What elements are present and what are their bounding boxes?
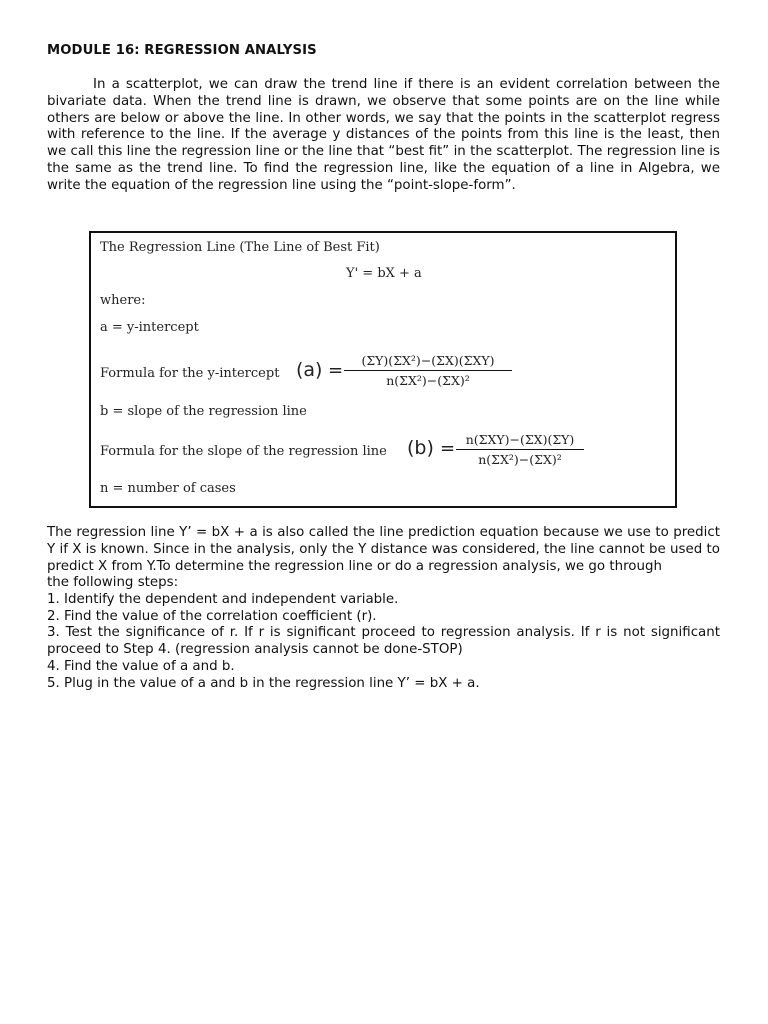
regression-formula-box	[89, 231, 677, 508]
a-denominator: n(ΣX²)−(ΣX)²	[386, 373, 470, 388]
step-item: 2. Find the value of the correlation coefficient (r).	[47, 608, 377, 624]
step-item: 4. Find the value of a and b.	[47, 658, 235, 674]
steps-list	[47, 592, 720, 692]
regression-equation: Y' = bX + a	[346, 266, 422, 281]
module-title: MODULE 16: REGRESSION ANALYSIS	[47, 43, 317, 58]
explanation-paragraph	[47, 525, 720, 592]
a-fraction	[344, 353, 512, 388]
a-definition: a = y-intercept	[100, 320, 199, 335]
explanation-lead-in: the following steps:	[47, 575, 179, 591]
step-item: 5. Plug in the value of a and b in the regression line Y’ = bX + a.	[47, 675, 480, 691]
b-fraction	[456, 432, 584, 467]
intro-paragraph: In a scatterplot, we can draw the trend line if there is an evident correlation between the bivariate data. When the trend line is drawn, we observe that some points are on the line while others are below or above the line. In other words, we say that the points in the scatterplot regress with reference to the line. If the average y distances of the points from this line is the least, then we call this line the regression line or the line that “best fit” in the scatterplot. The regression line is the same as the trend line. To find the regression line, like the equation of a line in Algebra, we write the equation of the regression line using the “point-slope-form”.	[47, 77, 720, 193]
box-heading: The Regression Line (The Line of Best Fit)	[100, 240, 380, 255]
where-label: where:	[100, 293, 146, 308]
a-equals: =	[328, 360, 344, 381]
b-definition: b = slope of the regression line	[100, 404, 307, 419]
b-denominator: n(ΣX²)−(ΣX)²	[478, 452, 562, 467]
b-equals: =	[440, 438, 456, 459]
b-symbol: (b)	[407, 437, 434, 459]
n-definition: n = number of cases	[100, 481, 236, 496]
b-numerator: n(ΣXY)−(ΣX)(ΣY)	[465, 432, 575, 447]
explanation-text: The regression line Y’ = bX + a is also called the line prediction equation because we use to predict Y if X is known. Since in the analysis, only the Y distance was considered, the line cannot be used to predict X from Y.To determine the regression line or do a regression analysis, we go through	[47, 525, 720, 574]
b-formula-label: Formula for the slope of the regression line	[100, 444, 387, 459]
a-numerator: (ΣY)(ΣX²)−(ΣX)(ΣXY)	[361, 353, 495, 368]
a-formula-label: Formula for the y-intercept	[100, 366, 280, 381]
step-item: 1. Identify the dependent and independent variable.	[47, 592, 399, 607]
a-symbol: (a)	[296, 359, 323, 381]
step-item: 3. Test the significance of r. If r is significant proceed to regression analysis. If r is not significant proceed to Step 4. (regression analysis cannot be done-STOP)	[47, 625, 720, 658]
